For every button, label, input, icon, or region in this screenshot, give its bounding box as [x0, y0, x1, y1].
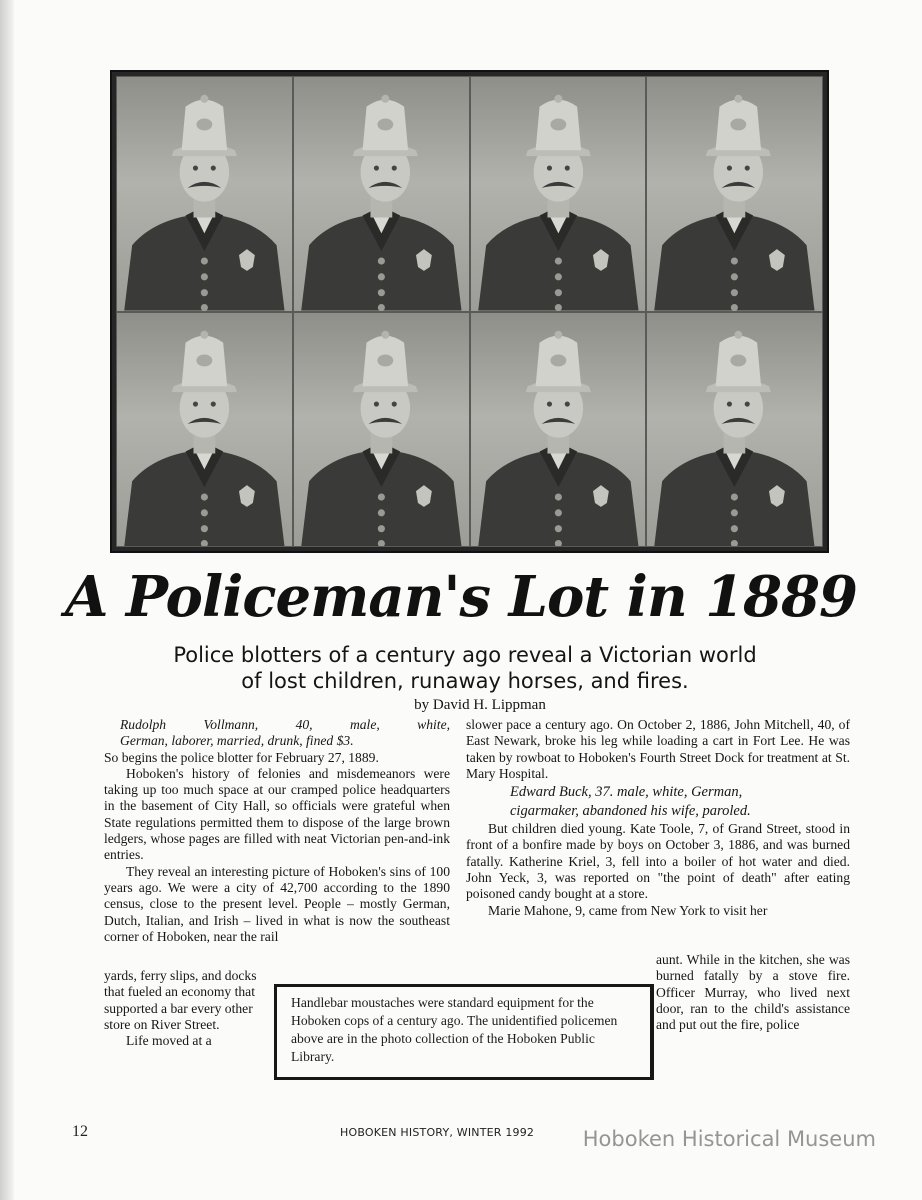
policeman-portrait: [646, 312, 823, 548]
police-portrait-photo: [110, 70, 829, 553]
blotter-entry-line: German, laborer, married, drunk, fined $3.: [120, 733, 354, 749]
policeman-portrait: [293, 312, 470, 548]
body-paragraph: Hoboken's history of felonies and misdemeanors were taking up too much space at our cramped police headquarters in the basement of City Hall, so officials were grateful when State regulations permitted them to dispose of the large brown ledgers, whose pages are filled with neat Victorian pen-and-ink entries.: [104, 765, 450, 863]
policeman-portrait: [470, 312, 647, 548]
subtitle-line: Police blotters of a century ago reveal a Victorian world: [173, 643, 757, 667]
body-column-left: [104, 717, 450, 945]
body-paragraph: Marie Mahone, 9, came from New York to visit her: [488, 902, 768, 918]
portrait-grid: [116, 76, 823, 547]
running-footer: HOBOKEN HISTORY, WINTER 1992: [340, 1126, 535, 1139]
policeman-portrait: [116, 312, 293, 548]
body-column-right: [466, 717, 850, 919]
body-paragraph: Life moved at a: [126, 1033, 212, 1049]
policeman-figure: [647, 77, 822, 311]
body-column-right-wrap: aunt. While in the kitchen, she was burned fatally by a stove fire. Officer Murray, who lived next door, ran to the child's assistance and put out the fire, police: [656, 952, 850, 1033]
blotter-entry-line: Rudolph Vollmann, 40, male, white,: [120, 717, 450, 732]
photo-caption-box: [274, 984, 654, 1080]
museum-watermark: Hoboken Historical Museum: [582, 1127, 876, 1151]
body-paragraph-continued: yards, ferry slips, and docks that fueled an economy that supported a bar every other store on River Street.: [104, 968, 257, 1032]
policeman-portrait: [646, 76, 823, 312]
blotter-entry-line: Edward Buck, 37. male, white, German,: [510, 784, 743, 801]
policeman-portrait: [116, 76, 293, 312]
policeman-figure: [117, 313, 292, 547]
body-paragraph: slower pace a century ago. On October 2, 1886, John Mitchell, 40, of East Newark, broke his leg while loading a cart in Fort Lee. He was taken by rowboat to Hoboken's Fourth Street Dock for treatment at St. Mary Hospital.: [466, 717, 850, 781]
body-paragraph: They reveal an interesting picture of Hoboken's sins of 100 years ago. We were a city of 42,700 according to the 1890 census, close to the present level. People – mostly German, Dutch, Italian, and Irish – lived in what is now the southeast corner of Hoboken, near the rail: [104, 863, 450, 944]
policeman-portrait: [470, 76, 647, 312]
article-title: A Policeman's Lot in 1889: [64, 564, 858, 630]
policeman-figure: [117, 77, 292, 311]
policeman-figure: [294, 77, 469, 311]
body-paragraph: But children died young. Kate Toole, 7, of Grand Street, stood in front of a bonfire made by boys on October 3, 1886, and was burned fatally. Katherine Kriel, 3, fell into a boiler of hot water and died. John Yeck, 3, was reported on "the point of death" after eating poisoned candy bought at a store.: [466, 821, 850, 902]
body-paragraph: So begins the police blotter for February 27, 1889.: [104, 749, 379, 765]
article-subtitle: [140, 642, 790, 694]
policeman-figure: [471, 313, 646, 547]
body-column-left-wrap: [104, 968, 272, 1049]
article-byline: by David H. Lippman: [414, 697, 546, 713]
policeman-figure: [471, 77, 646, 311]
subtitle-line: of lost children, runaway horses, and fires.: [241, 669, 689, 693]
policeman-figure: [294, 313, 469, 547]
blotter-entry-line: cigarmaker, abandoned his wife, paroled.: [510, 803, 751, 820]
photo-caption: Handlebar moustaches were standard equipment for the Hoboken cops of a century ago. The unidentified policemen above are in the photo collection of the Hoboken Public Library.: [277, 987, 650, 1077]
policeman-figure: [647, 313, 822, 547]
policeman-portrait: [293, 76, 470, 312]
page-number: 12: [72, 1123, 88, 1140]
